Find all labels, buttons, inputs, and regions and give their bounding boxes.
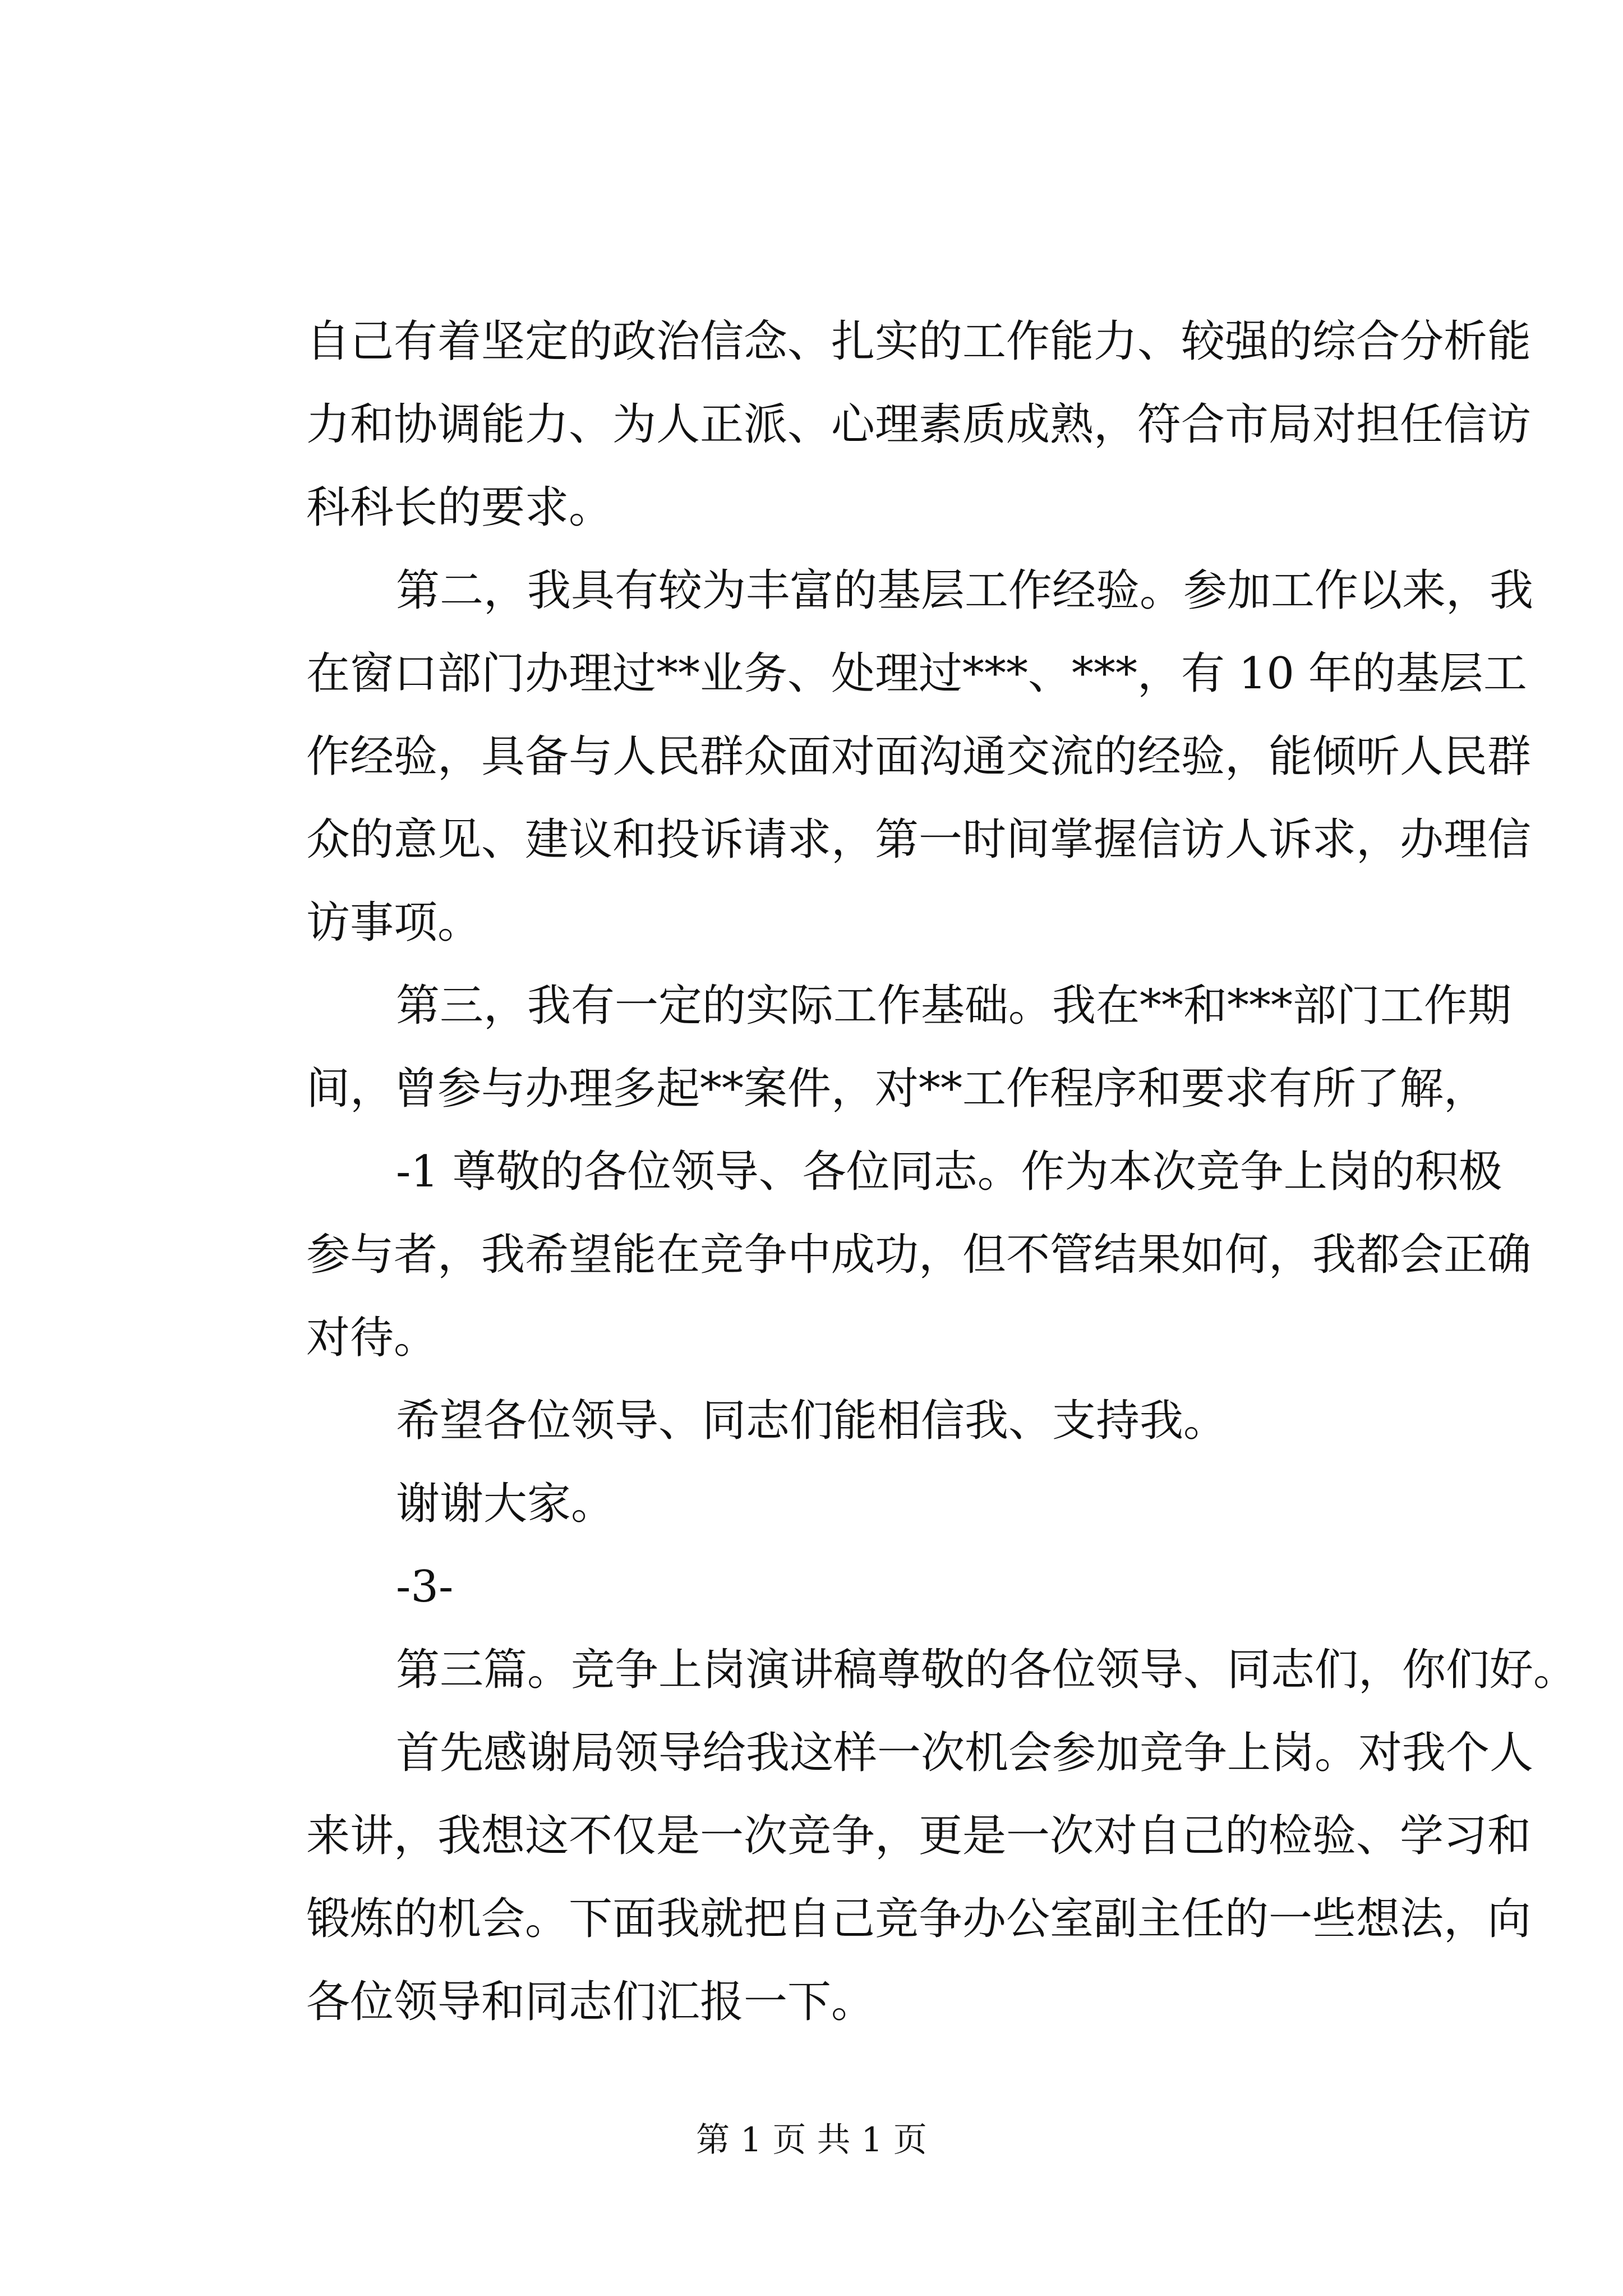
text-line-6: 作经验，具备与人民群众面对面沟通交流的经验，能倾听人民群 [306,731,1532,782]
text-line-7: 众的意见、建议和投诉请求，第一时间掌握信访人诉求，办理信 [306,815,1532,865]
document-body [306,300,1578,2044]
text-line-5: 在窗口部门办理过**业务、处理过***、***，有 10 年的基层工 [306,648,1527,699]
text-line-4: 第二，我具有较为丰富的基层工作经验。参加工作以来，我 [396,565,1534,616]
text-line-13: 对待。 [306,1313,438,1363]
text-line-3: 科科长的要求。 [306,482,613,533]
text-line-15: 谢谢大家。 [396,1479,615,1529]
page-footer: 第 1 页 共 1 页 [696,2120,927,2160]
text-line-2: 力和协调能力、为人正派、心理素质成熟，符合市局对担任信访 [306,399,1532,450]
text-line-14: 希望各位领导、同志们能相信我、支持我。 [396,1396,1228,1446]
text-line-8: 访事项。 [306,898,482,948]
text-line-21: 各位领导和同志们汇报一下。 [306,1977,875,2027]
text-line-1: 自己有着坚定的政治信念、扎实的工作能力、较强的综合分析能 [306,316,1532,367]
text-line-20: 锻炼的机会。下面我就把自己竞争办公室副主任的一些想法，向 [306,1894,1532,1944]
text-line-12: 参与者，我希望能在竞争中成功，但不管结果如何，我都会正确 [306,1230,1532,1280]
text-line-10: 间，曾参与办理多起**案件，对**工作程序和要求有所了解， [306,1064,1488,1114]
text-line-16: -3- [396,1562,454,1612]
text-line-11: -1 尊敬的各位领导、各位同志。作为本次竞争上岗的积极 [396,1147,1502,1197]
text-line-19: 来讲，我想这不仅是一次竞争，更是一次对自己的检验、学习和 [306,1811,1532,1861]
text-line-17: 第三篇。竞争上岗演讲稿尊敬的各位领导、同志们，你们好。 [396,1645,1578,1695]
text-line-9: 第三，我有一定的实际工作基础。我在**和***部门工作期 [396,981,1512,1031]
text-line-18: 首先感谢局领导给我这样一次机会参加竞争上岗。对我个人 [396,1728,1534,1778]
